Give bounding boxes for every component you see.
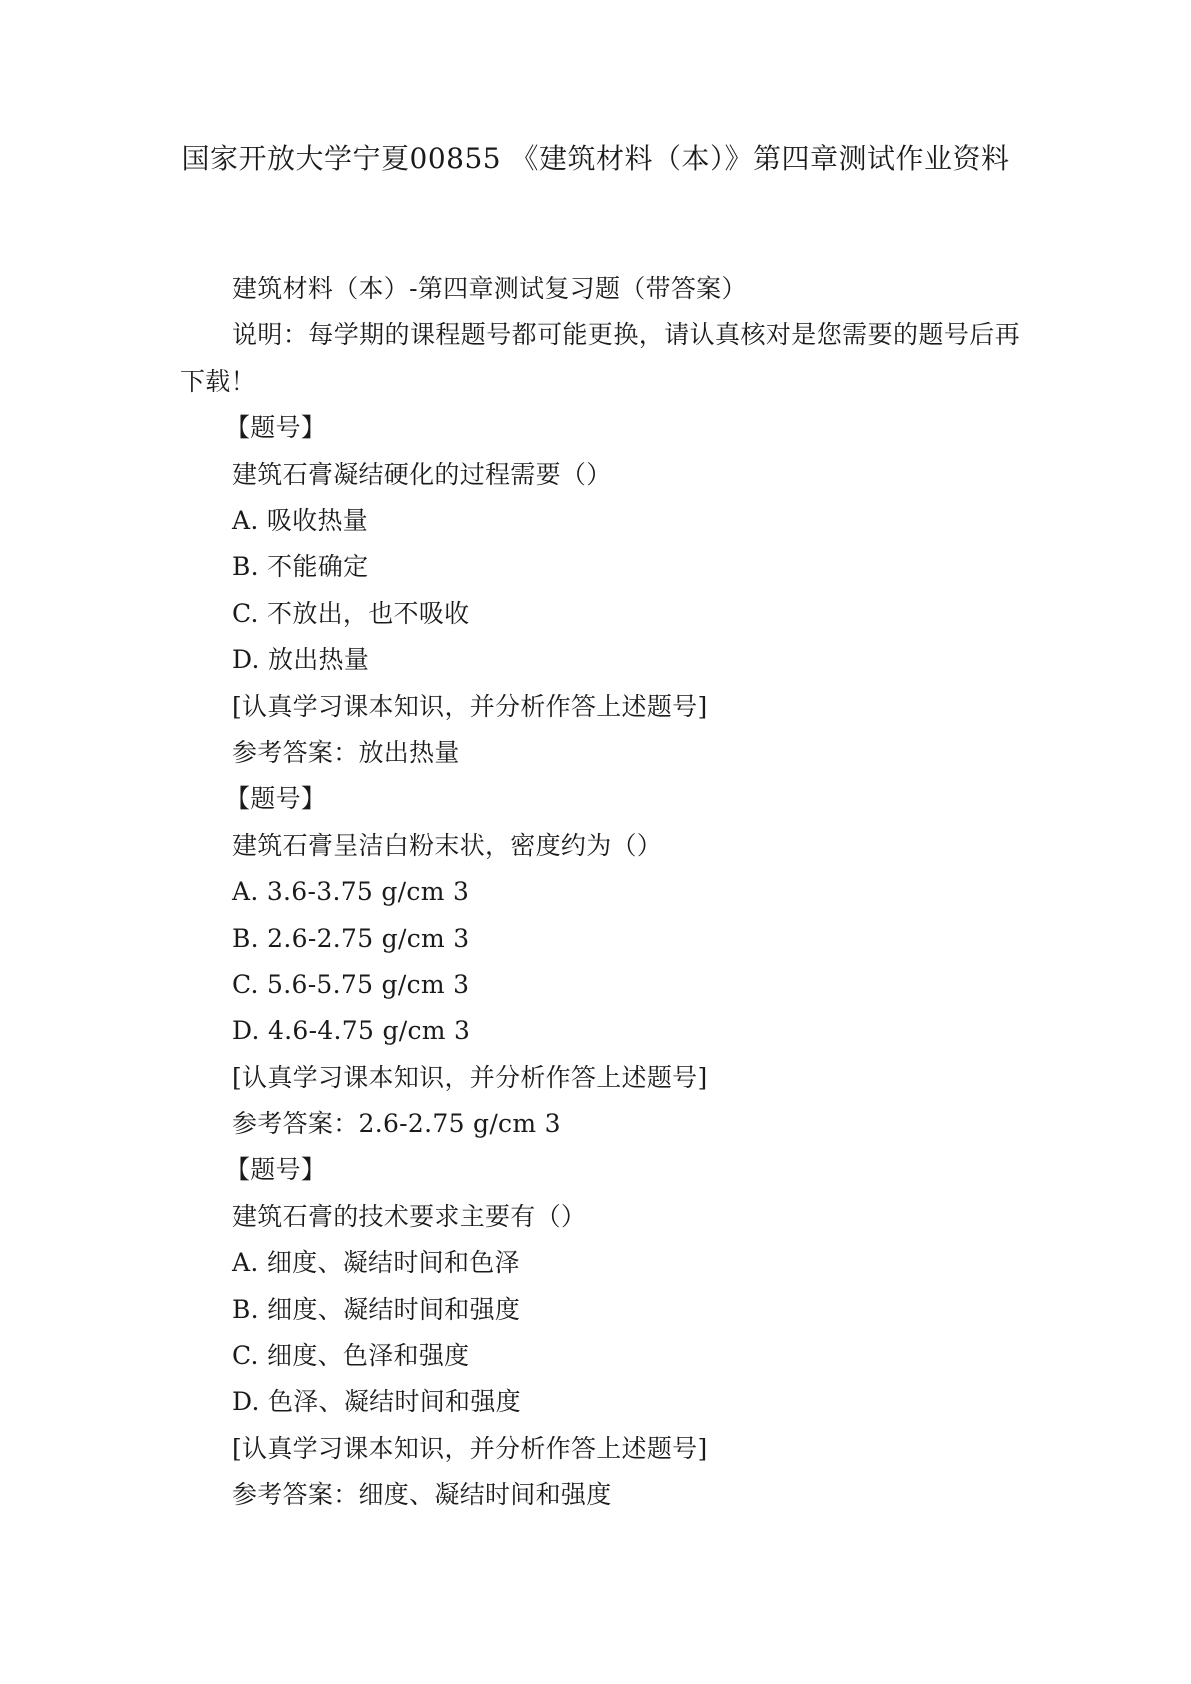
option-d: D. 4.6-4.75 g∕cm 3 [232, 1016, 471, 1046]
question-marker: 【题号】 [225, 784, 327, 814]
question-stem: 建筑石膏呈洁白粉末状，密度约为（） [232, 830, 663, 860]
option-a: A. 细度、凝结时间和色泽 [232, 1248, 520, 1278]
subtitle: 建筑材料（本）-第四章测试复习题（带答案） [232, 274, 747, 303]
study-hint: [认真学习课本知识，并分析作答上述题号] [232, 1433, 708, 1463]
study-hint: [认真学习课本知识，并分析作答上述题号] [232, 691, 708, 721]
option-c: C. 5.6-5.75 g∕cm 3 [232, 969, 470, 999]
reference-answer: 参考答案：细度、凝结时间和强度 [232, 1480, 612, 1510]
question-marker: 【题号】 [225, 1155, 327, 1185]
option-c: C. 细度、色泽和强度 [232, 1341, 470, 1371]
option-a: A. 3.6-3.75 g∕cm 3 [232, 877, 470, 907]
reference-answer: 参考答案：放出热量 [232, 737, 460, 767]
option-b: B. 细度、凝结时间和强度 [232, 1294, 521, 1324]
reference-answer: 参考答案：2.6-2.75 g∕cm 3 [232, 1109, 561, 1139]
question-block [180, 405, 1020, 776]
question-stem: 建筑石膏的技术要求主要有（） [232, 1201, 587, 1231]
document-title: 国家开放大学宁夏00855 《建筑材料（本）》第四章测试作业资料 [181, 142, 1010, 175]
option-c: C. 不放出，也不吸收 [232, 598, 470, 628]
note-paragraph: 说明：每学期的课程题号都可能更换，请认真核对是您需要的题号后再下载！ [180, 320, 1020, 396]
document-body [180, 266, 1020, 1519]
option-d: D. 放出热量 [232, 645, 370, 675]
question-block [180, 1147, 1020, 1518]
option-b: B. 不能确定 [232, 552, 369, 582]
option-a: A. 吸收热量 [232, 505, 369, 535]
option-d: D. 色泽、凝结时间和强度 [232, 1387, 521, 1417]
question-marker: 【题号】 [225, 413, 327, 443]
question-stem: 建筑石膏凝结硬化的过程需要（） [232, 459, 612, 489]
question-block [180, 776, 1020, 1147]
option-b: B. 2.6-2.75 g∕cm 3 [232, 923, 470, 953]
study-hint: [认真学习课本知识，并分析作答上述题号] [232, 1062, 708, 1092]
